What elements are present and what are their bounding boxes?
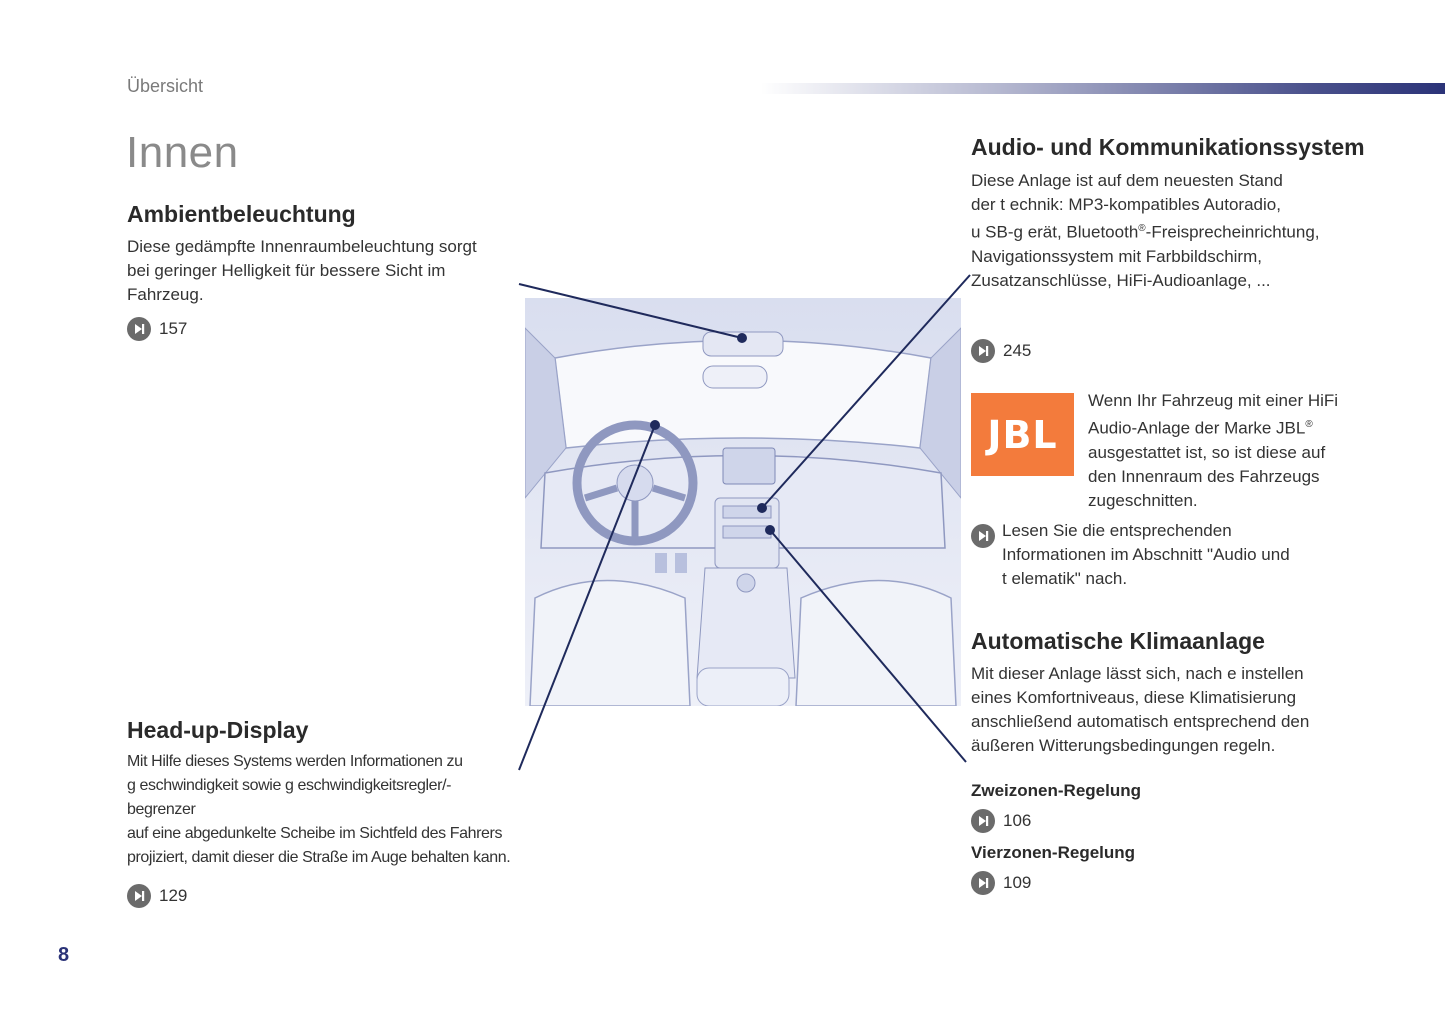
zone2-ref[interactable] — [971, 809, 1391, 833]
audio-ref[interactable] — [971, 339, 1391, 363]
arrow-reference-icon — [127, 884, 151, 908]
telematik-ref[interactable] — [971, 519, 1371, 591]
zone4-label: Vierzonen-Regelung — [971, 843, 1136, 862]
hud-title: Head-up-Display — [127, 717, 309, 743]
ambient-title: Ambientbeleuchtung — [127, 201, 356, 227]
hud-section — [127, 717, 517, 908]
jbl-text: Wenn Ihr Fahrzeug mit einer HiFi Audio-Anlage der Marke JBL® ausgestattet ist, so ist diese auf den Innenraum des Fahrzeugs zugeschnitten. — [1088, 391, 1339, 510]
hud-ref-page: 129 — [159, 886, 188, 905]
ambient-section — [127, 201, 517, 341]
clima-text: Mit dieser Anlage lässt sich, nach e instellen eines Komfortniveaus, diese Klimatisierung anschließend automatisch entsprechend den äußeren Witterungsbedingungen regeln. — [971, 664, 1310, 755]
zone2-label: Zweizonen-Regelung — [971, 781, 1141, 800]
arrow-reference-icon — [127, 317, 151, 341]
arrow-reference-icon — [971, 524, 995, 548]
ambient-text: Diese gedämpfte Innenraumbeleuchtung sorgt bei geringer Helligkeit für bessere Sicht im Fahrzeug. — [127, 237, 477, 304]
clima-section — [971, 628, 1391, 895]
ambient-ref[interactable] — [127, 317, 517, 341]
audio-section — [971, 134, 1391, 363]
jbl-logo: JBL — [971, 393, 1074, 476]
arrow-reference-icon — [971, 809, 995, 833]
audio-text: Diese Anlage ist auf dem neuesten Stand der t echnik: MP3-kompatibles Autoradio, u SB-g erät, Bluetooth®-Freisprecheinrichtung, Navigationssystem mit Farbbildschirm, Zusatzanschlüsse, HiFi-Audioanlage, ... — [971, 171, 1320, 290]
ambient-ref-page: 157 — [159, 319, 188, 338]
section-label: Übersicht — [127, 76, 204, 96]
arrow-reference-icon — [971, 339, 995, 363]
zone4-ref[interactable] — [971, 871, 1391, 895]
audio-ref-page: 245 — [1003, 340, 1032, 360]
car-interior-illustration — [525, 298, 961, 706]
page-number: 8 — [58, 944, 70, 966]
header-bar — [760, 83, 1445, 94]
arrow-reference-icon — [971, 871, 995, 895]
audio-title: Audio- und Kommunikationssystem — [971, 134, 1365, 160]
telematik-text: Lesen Sie die entsprechenden Informationen im Abschnitt "Audio und t elematik" nach. — [1002, 521, 1290, 588]
clima-title: Automatische Klimaanlage — [971, 628, 1265, 654]
hud-text: Mit Hilfe dieses Systems werden Informationen zu g eschwindigkeit sowie g eschwindigkeitsregler/-begrenzer auf eine abgedunkelte Scheibe im Sichtfeld des Fahrers projiziert, damit dieser die Straße im Auge behalten kann. — [127, 753, 511, 866]
page-title: Innen — [126, 128, 239, 177]
zone2-ref-page: 106 — [1003, 811, 1032, 830]
hud-ref[interactable] — [127, 884, 517, 908]
zone4-ref-page: 109 — [1003, 873, 1032, 892]
